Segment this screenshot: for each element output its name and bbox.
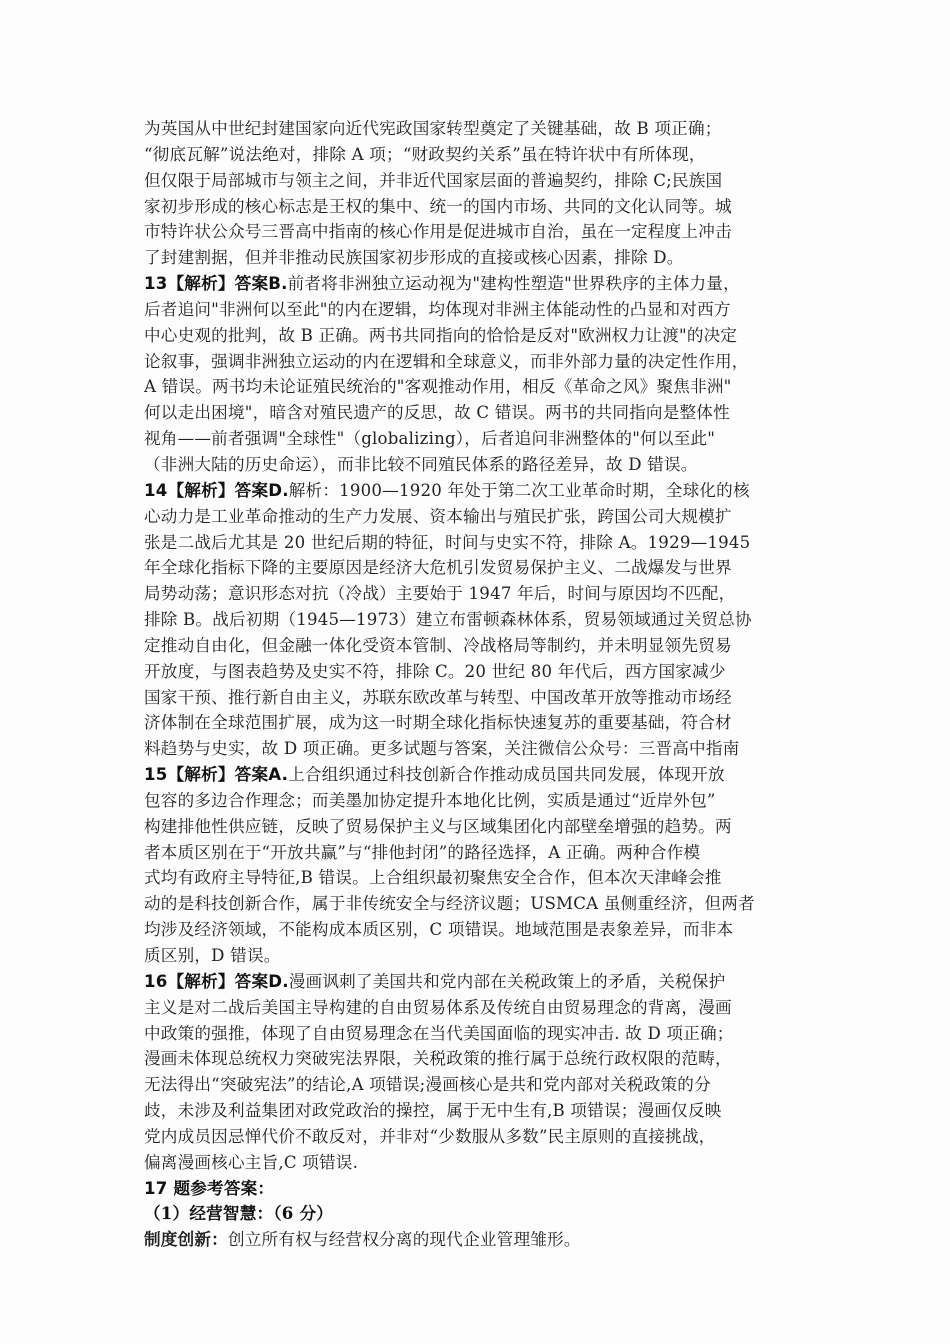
question-answer: B. [268,274,288,294]
text-line: 漫画未体现总统权力突破宪法界限，关税政策的推行属于总统行政权限的范畴， [144,1049,732,1069]
text-line: 中心史观的批判，故 B 正确。两书共同指向的恰恰是反对"欧洲权力让渡"的决定 [144,325,738,345]
question-label: 【解析】答案 [167,274,269,294]
text-line: 张是二战后尤其是 20 世纪后期的特征，时间与史实不符，排除 A。1929—1945 [144,532,751,552]
text-line: 者本质区别在于“开放共赢”与“排他封闭”的路径选择，A 正确。两种合作模 [144,842,701,862]
text-line: “彻底瓦解”说法绝对，排除 A 项；“财政契约关系”虽在特许状中有所体现， [144,144,706,164]
text-line: 定推动自由化，但金融一体化受资本管制、冷战格局等制约，并未明显领先贸易 [144,635,732,655]
text-line: 无法得出“突破宪法”的结论,A 项错误;漫画核心是共和党内部对关税政策的分 [144,1075,711,1095]
text-line: 构建排他性供应链，反映了贸易保护主义与区域集团化内部壁垒增强的趋势。两 [144,816,732,836]
text-line: 心动力是工业革命推动的生产力发展、资本输出与殖民扩张，跨国公司大规模扩 [144,506,732,526]
answer-content [144,116,812,1253]
text-line: 质区别，D 错误。 [144,946,281,965]
question-14-block [144,478,812,762]
text-line: 式均有政府主导特征,B 错误。上合组织最初聚焦安全合作，但本次天津峰会推 [144,868,722,888]
q17-answer-line [144,1227,812,1253]
question-13-block [144,271,812,478]
question-number: 14 [144,480,168,500]
text-line: 国家干预、推行新自由主义，苏联东欧改革与转型、中国改革开放等推动市场经 [144,687,732,707]
question-label: 【解析】答案 [167,971,269,991]
text-line: 了封建割据，但并非推动民族国家初步形成的直接或核心因素，排除 D。 [144,248,684,268]
text-line: 党内成员因忌惮代价不敢反对，并非对“少数服从多数”民主原则的直接挑战， [144,1126,716,1146]
text-line: 均涉及经济领域，不能构成本质区别，C 项错误。地域范围是表象差异，而非本 [144,920,734,940]
text-line: 动的是科技创新合作，属于非传统安全与经济议题；USMCA 虽侧重经济，但两者 [144,894,755,914]
question-17-block [144,1176,812,1254]
text-line: 年全球化指标下降的主要原因是经济大危机引发贸易保护主义、二战爆发与世界 [144,558,732,578]
text-line: 后者追问"非洲何以至此"的内在逻辑，均体现对非洲主体能动性的凸显和对西方 [144,299,731,319]
text-line: 料趋势与史实，故 D 项正确。更多试题与答案，关注微信公众号：三晋高中指南 [144,739,740,759]
text-line: 何以走出困境"，暗含对殖民遗产的反思，故 C 错误。两书的共同指向是整体性 [144,403,730,423]
question-label: 【解析】答案 [167,765,269,785]
q17-text: 创立所有权与经营权分离的现代企业管理雏形。 [227,1230,581,1250]
text-line: 偏离漫画核心主旨,C 项错误. [144,1152,359,1172]
text-line: 歧，未涉及利益集团对政党政治的操控，属于无中生有,B 项错误；漫画仅反映 [144,1101,722,1121]
question-header-line [144,478,812,504]
question-first-line: 解析：1900—1920 年处于第二次工业革命时期，全球化的核 [288,480,750,500]
question-number: 16 [144,971,168,991]
question-number: 13 [144,274,168,294]
text-line: 主义是对二战后美国主导构建的自由贸易体系及传统自由贸易理念的背离，漫画 [144,997,732,1017]
question-answer: D. [268,971,289,991]
text-line: 中政策的强推，体现了自由贸易理念在当代美国面临的现实冲击. 故 D 项正确； [144,1023,734,1043]
q17-lead: 制度创新： [144,1230,228,1250]
question-header-line [144,969,812,995]
question-15-block [144,762,812,969]
text-line: 但仅限于局部城市与领主之间，并非近代国家层面的普遍契约，排除 C;民族国 [144,170,723,190]
text-line: 局势动荡；意识形态对抗（冷战）主要始于 1947 年后，时间与原因均不匹配， [144,584,736,604]
question-answer: A. [268,765,289,785]
text-line: 排除 B。战后初期（1945—1973）建立布雷顿森林体系，贸易领域通过关贸总协 [144,610,752,630]
text-line: 开放度，与图表趋势及史实不符，排除 C。20 世纪 80 年代后，西方国家减少 [144,661,726,681]
text-line: 包容的多边合作理念；而美墨加协定提升本地化比例，实质是通过“近岸外包” [144,790,716,810]
text-line: 为英国从中世纪封建国家向近代宪政国家转型奠定了关键基础，故 B 项正确； [144,119,722,138]
text-line: （非洲大陆的历史命运），而非比较不同殖民体系的路径差异，故 D 错误。 [144,454,698,474]
q17-sub-label: （1）经营智慧：（6 分） [144,1203,334,1224]
text-line: 市特许状公众号三晋高中指南的核心作用是促进城市自治，虽在一定程度上冲击 [144,222,732,242]
question-first-line: 前者将非洲独立运动视为"建构性塑造"世界秩序的主体力量， [287,274,740,294]
question-first-line: 漫画讽刺了美国共和党内部在关税政策上的矛盾，关税保护 [288,971,726,991]
intro-paragraph [144,116,812,271]
text-line: 论叙事，强调非洲独立运动的内在逻辑和全球意义，而非外部力量的决定性作用， [144,351,749,371]
question-first-line: 上合组织通过科技创新合作推动成员国共同发展，体现开放 [288,765,725,785]
q17-title: 17 题参考答案： [144,1178,275,1198]
question-number: 15 [144,765,168,785]
text-line: 家初步形成的核心标志是王权的集中、统一的国内市场、共同的文化认同等。城 [144,196,732,216]
text-line: 济体制在全球范围扩展，成为这一时期全球化指标快速复苏的重要基础，符合材 [144,713,732,733]
text-line: A 错误。两书均未论证殖民统治的"客观推动作用，相反《革命之风》聚焦非洲" [144,377,732,397]
text-line: 视角——前者强调"全球性"（globalizing），后者追问非洲整体的"何以至此" [144,429,716,449]
question-label: 【解析】答案 [167,480,269,500]
question-answer: D. [268,480,289,500]
question-16-block [144,969,812,1176]
question-header-line [144,762,812,788]
question-header-line [144,271,812,297]
